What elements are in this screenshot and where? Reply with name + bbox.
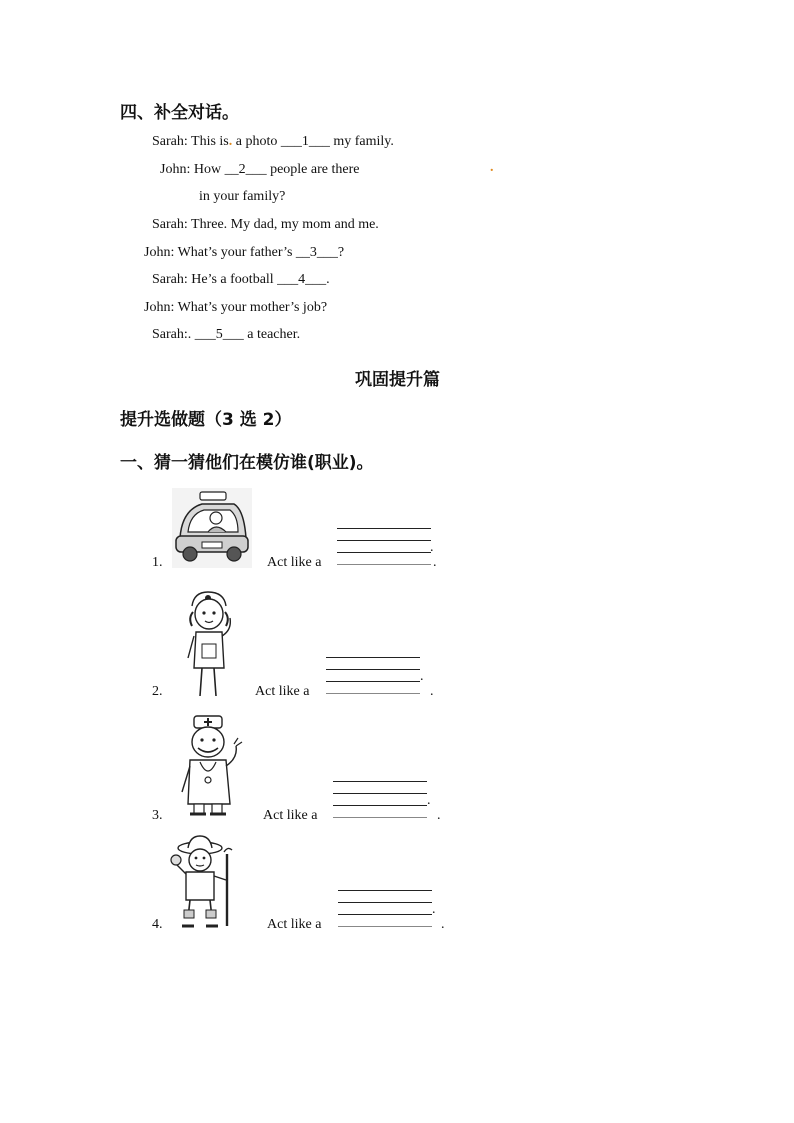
answer-line[interactable]: [338, 926, 432, 927]
dialogue-line-7: [144, 300, 327, 316]
section-1-title: 一、猜一猜他们在模仿谁(职业)。: [120, 453, 374, 473]
section-4-title: 四、补全对话。: [120, 103, 239, 123]
item-number: 4.: [152, 917, 163, 932]
speaker: Sarah:: [152, 217, 188, 232]
answer-line: [337, 528, 431, 529]
answer-line[interactable]: [337, 564, 431, 565]
answer-line: [333, 805, 427, 806]
dialogue-line-8: [152, 327, 300, 343]
orange-dot: .: [228, 134, 233, 149]
act-like-label: Act like a: [263, 808, 318, 823]
answer-line: [338, 890, 432, 891]
period: .: [432, 902, 436, 917]
answer-line: [338, 902, 432, 903]
answer-line: [333, 793, 427, 794]
speaker: Sarah:: [152, 327, 188, 342]
dialogue-line-4: [152, 217, 379, 233]
dialogue-line-6: [152, 272, 330, 288]
period: .: [430, 540, 434, 555]
answer-line: [326, 681, 420, 682]
answer-line[interactable]: [326, 693, 420, 694]
line-text: Three. My dad, my mom and me.: [191, 217, 379, 232]
farmer-icon: [170, 834, 240, 930]
line-text: . ___5___ a teacher.: [187, 327, 301, 342]
item-number: 3.: [152, 808, 163, 823]
speaker: Sarah:: [152, 272, 188, 287]
answer-line: [337, 540, 431, 541]
orange-dot: .: [490, 160, 494, 175]
line-text: He’s a football ___4___.: [191, 272, 330, 287]
period: .: [430, 684, 434, 699]
period: .: [427, 793, 431, 808]
answer-line: [326, 669, 420, 670]
answer-line[interactable]: [333, 817, 427, 818]
dialogue-line-5: [144, 245, 344, 261]
period: .: [433, 555, 437, 570]
line-rest: a photo ___1___ my family.: [232, 134, 394, 149]
line-text: This is: [191, 134, 229, 149]
act-like-label: Act like a: [267, 555, 322, 570]
doctor-icon: [178, 714, 244, 820]
taxi-driver-icon: [172, 488, 252, 568]
period: .: [441, 917, 445, 932]
act-like-label: Act like a: [255, 684, 310, 699]
answer-line: [338, 914, 432, 915]
item-number: 1.: [152, 555, 163, 570]
dialogue-line-2: [160, 162, 359, 178]
speaker: Sarah:: [152, 134, 188, 149]
line-text: What’s your mother’s job?: [177, 300, 328, 315]
line-text: How __2___ people are there: [193, 162, 360, 177]
consolidation-title: 巩固提升篇: [355, 370, 440, 390]
dialogue-line-3: in your family?: [199, 189, 286, 204]
act-like-label: Act like a: [267, 917, 322, 932]
nurse-icon: [178, 588, 238, 700]
period: .: [420, 669, 424, 684]
period: .: [437, 808, 441, 823]
dialogue-line-1: [152, 134, 394, 150]
answer-line: [326, 657, 420, 658]
speaker: John:: [160, 162, 191, 177]
answer-line: [333, 781, 427, 782]
elective-title: 提升选做题（3 选 2）: [120, 410, 292, 430]
speaker: John:: [144, 300, 175, 315]
item-number: 2.: [152, 684, 163, 699]
answer-line: [337, 552, 431, 553]
line-text: What’s your father’s __3___?: [177, 245, 345, 260]
speaker: John:: [144, 245, 175, 260]
